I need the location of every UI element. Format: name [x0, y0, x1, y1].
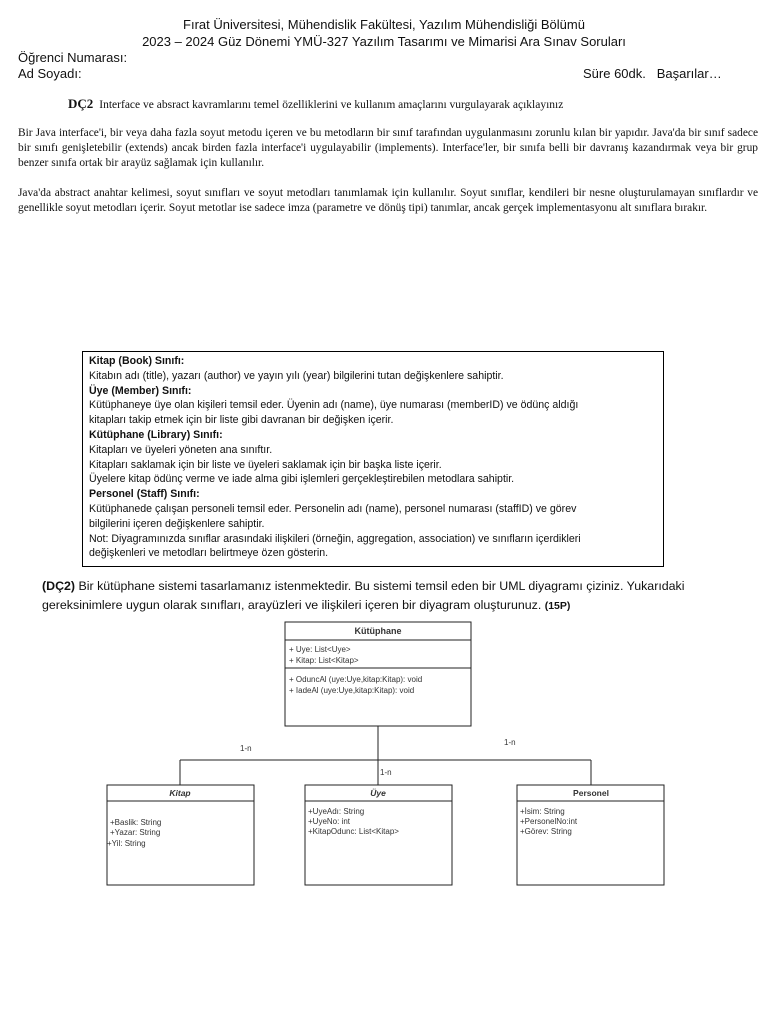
question-1-tag: DÇ2 — [68, 96, 94, 111]
uml-method: + OduncAl (uye:Uye,kitap:Kitap): void — [289, 675, 423, 684]
answer-paragraph-2: Java'da abstract anahtar kelimesi, soyut sınıfları ve soyut metodları tanımlamak için kullanılır. Soyut sınıflar, kendileri bir nesne oluşturulamayan sınıflardır ve genellikle soyut metodları içerir. Soyut metotlar ise sadece imza (parametre ve dönüş tipi) tanımlar, ancak gerçek implementasyonu alt sınıflara bırakır. — [18, 187, 758, 214]
question-1-text: Interface ve absract kavramlarını temel özelliklerini ve kullanım amaçlarını vurgulayarak açıklayınız — [99, 99, 564, 111]
requirement-heading: Personel (Staff) Sınıfı: — [89, 488, 200, 501]
uml-class-kitap — [107, 785, 254, 885]
multiplicity-label: 1-n — [504, 738, 516, 747]
requirement-heading: Üye (Member) Sınıfı: — [89, 384, 192, 397]
duration-label: Süre 60dk. Başarılar… — [583, 66, 722, 81]
requirement-line: Kitapları ve üyeleri yöneten ana sınıftır. — [89, 443, 273, 456]
question-1 — [68, 96, 563, 112]
uml-attribute: + Uye: List<Uye> — [289, 645, 351, 654]
uml-attribute: + Kitap: List<Kitap> — [289, 656, 359, 665]
uml-class-personel — [517, 785, 664, 885]
uml-attribute: +Yazar: String — [110, 828, 161, 837]
uml-class-name: Kütüphane — [354, 626, 402, 636]
uml-diagram — [0, 618, 768, 898]
uml-attribute: +KitapOdunc: List<Kitap> — [308, 827, 399, 836]
requirement-line: Kütüphanede çalışan personeli temsil eder. Personelin adı (name), personel numarası (staffID) ve görev — [89, 502, 577, 515]
uml-attribute: +UyeNo: int — [308, 817, 351, 826]
requirements-list — [89, 354, 657, 561]
uml-attribute: +PersonelNo:int — [520, 817, 578, 826]
requirement-line: Kütüphaneye üye olan kişileri temsil eder. Üyenin adı (name), üye numarası (memberID) ve ödünç aldığı — [89, 399, 579, 412]
uml-attribute: +Yil: String — [107, 839, 146, 848]
student-name-label: Ad Soyadı: — [18, 66, 82, 81]
multiplicity-label: 1-n — [240, 744, 252, 753]
multiplicity-label: 1-n — [380, 768, 392, 777]
requirement-line: Kitapları saklamak için bir liste ve üyeleri saklamak için bir başka liste içerir. — [89, 458, 442, 471]
requirements-box — [82, 351, 664, 567]
requirement-heading: Kitap (Book) Sınıfı: — [89, 355, 185, 367]
uml-class-kutuphane — [285, 622, 471, 726]
student-number-label: Öğrenci Numarası: — [18, 50, 128, 65]
institution-header: Fırat Üniversitesi, Mühendislik Fakültesi, Yazılım Mühendisliği Bölümü — [183, 17, 585, 32]
uml-attribute: +Baslik: String — [110, 818, 162, 827]
question-2 — [42, 577, 742, 616]
uml-class-name: Personel — [573, 788, 609, 798]
requirement-line: Üyelere kitap ödünç verme ve iade alma gibi işlemleri gerçekleştirebilen metodlara sahiptir. — [89, 473, 515, 486]
uml-class-name: Kitap — [169, 788, 191, 798]
uml-method: + IadeAl (uye:Uye,kitap:Kitap): void — [289, 686, 415, 695]
requirement-line: değişkenleri ve metodları belirtmeye özen gösterin. — [89, 547, 329, 560]
requirement-line: Kitabın adı (title), yazarı (author) ve yayın yılı (year) bilgilerini tutan değişkenlere sahiptir. — [89, 369, 504, 382]
question-2-text: Bir kütüphane sistemi tasarlamanız istenmektedir. Bu sistemi temsil eden bir UML diyagramı çiziniz. Yukarıdaki gereksinimlere uygun olarak sınıfları, arayüzleri ve ilişkileri içeren bir diyagram oluşturunuz. — [42, 579, 685, 612]
requirement-heading: Kütüphane (Library) Sınıfı: — [89, 428, 223, 441]
uml-attribute: +Görev: String — [520, 827, 572, 836]
answer-paragraph-1: Bir Java interface'i, bir veya daha fazla soyut metodu içeren ve bu metodların bir sınıf tarafından uygulanmasını zorunlu kılan bir yapıdır. Java'da bir sınıf sadece bir sınıfı genişletebilir (extends) ancak birden fazla interface'i uygulayabilir (implements). Interface'ler, bir sınıfa belli bir davranış kazandırmak veya bir grup benzer sınıfa ortak bir arayüz sağlamak için kullanılır. — [18, 127, 758, 169]
exam-title: 2023 – 2024 Güz Dönemi YMÜ-327 Yazılım Tasarımı ve Mimarisi Ara Sınav Soruları — [142, 34, 626, 49]
uml-attribute: +UyeAdı: String — [308, 807, 365, 816]
uml-class-uye — [305, 785, 452, 885]
uml-attribute: +İsim: String — [520, 807, 565, 816]
uml-class-name: Üye — [370, 788, 386, 798]
requirement-line: Not: Diyagramınızda sınıflar arasındaki ilişkileri (örneğin, aggregation, association) ve sınıfların içerdikleri — [89, 532, 581, 545]
question-2-tag: (DÇ2) — [42, 579, 76, 593]
requirement-line: bilgilerini içeren değişkenlere sahiptir. — [89, 517, 265, 530]
question-2-points: (15P) — [544, 600, 571, 612]
requirement-line: kitapları takip etmek için bir liste gibi davranan bir değişken içerir. — [89, 414, 394, 427]
